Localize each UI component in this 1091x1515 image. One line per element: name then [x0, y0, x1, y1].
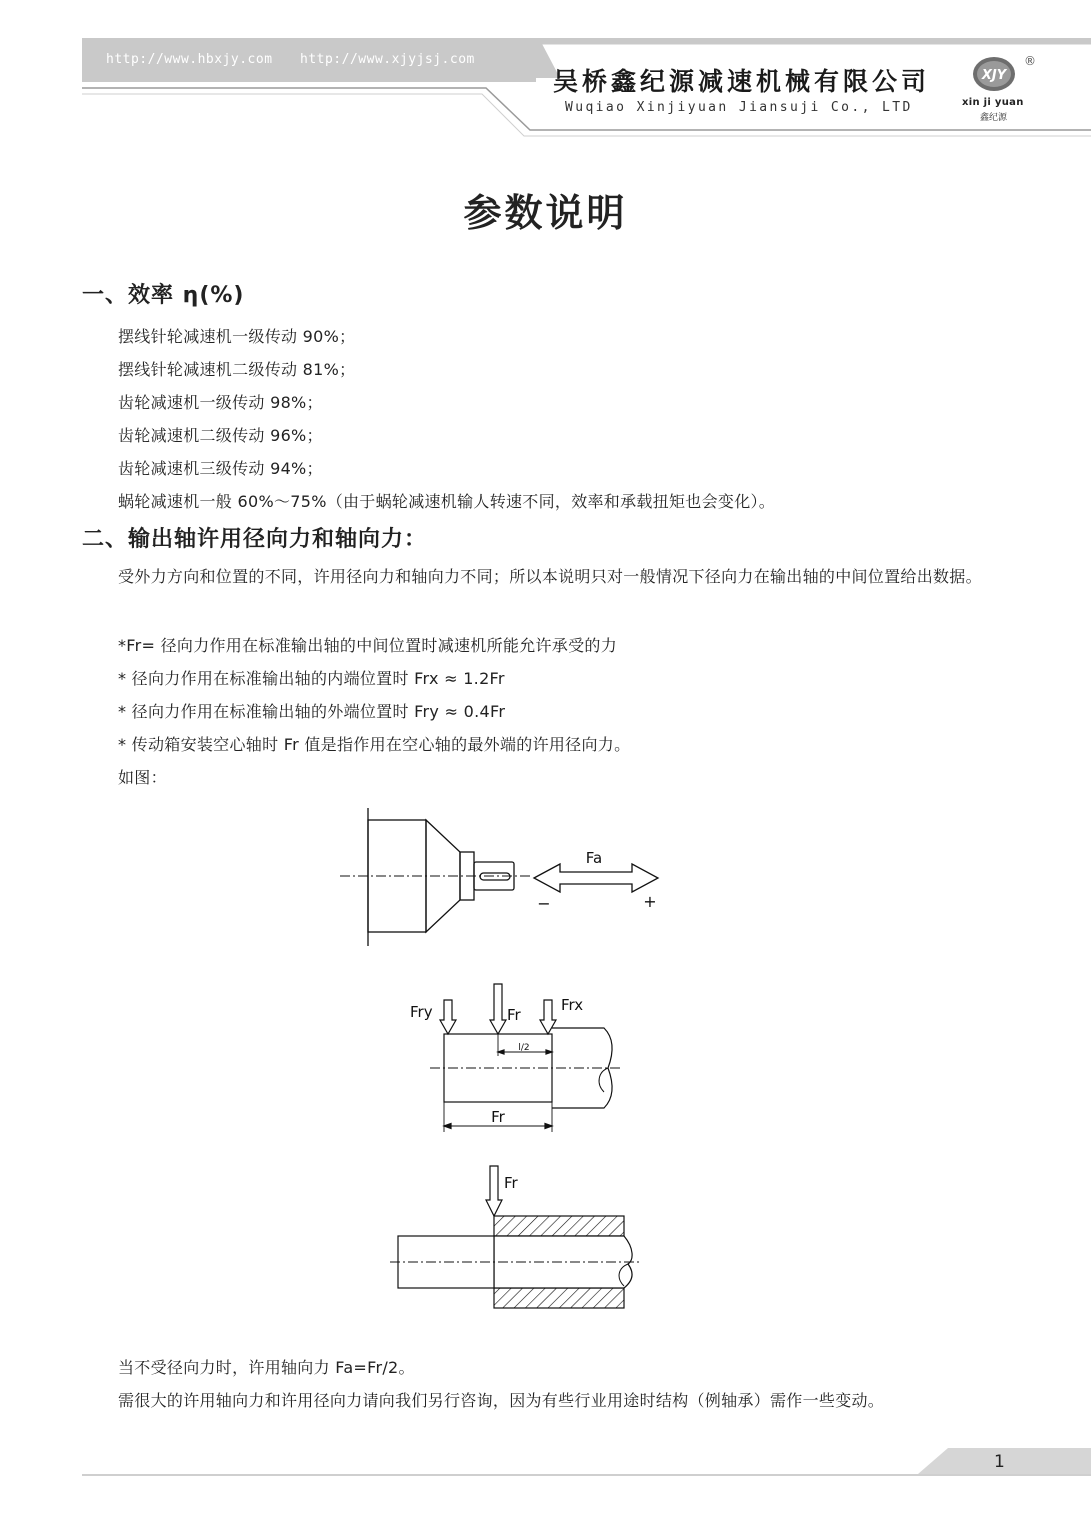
label-plus: +	[643, 892, 657, 911]
header-url-1[interactable]: http://www.hbxjy.com	[106, 52, 273, 67]
diagram-axial-force	[330, 800, 690, 960]
company-logo	[972, 56, 1016, 92]
label-fr: Fr	[504, 1174, 518, 1192]
note-line: * 径向力作用在标准输出轴的外端位置时 Fry ≈ 0.4Fr	[118, 702, 506, 721]
note-line: *Fr= 径向力作用在标准输出轴的中间位置时减速机所能允许承受的力	[118, 636, 618, 655]
footer-line	[82, 1474, 1091, 1476]
note-line: * 传动箱安装空心轴时 Fr 值是指作用在空心轴的最外端的许用径向力。	[118, 735, 631, 754]
efficiency-item: 齿轮减速机三级传动 94%；	[118, 459, 323, 478]
logo-text: XJY	[981, 68, 1007, 83]
section-1-heading: 一、效率 η(%)	[82, 283, 245, 308]
efficiency-item: 摆线针轮减速机二级传动 81%；	[118, 360, 356, 379]
efficiency-item: 齿轮减速机二级传动 96%；	[118, 426, 323, 445]
note-line: * 径向力作用在标准输出轴的内端位置时 Frx ≈ 1.2Fr	[118, 669, 505, 688]
label-frx: Frx	[561, 996, 584, 1014]
header-url-2[interactable]: http://www.xjyjsj.com	[300, 52, 475, 67]
label-fr: Fr	[507, 1006, 521, 1024]
label-minus: −	[537, 894, 551, 913]
logo-en: xin ji yuan	[962, 97, 1024, 108]
logo-cn: 鑫纪源	[980, 113, 1008, 123]
label-fa: Fa	[585, 849, 603, 867]
company-name-cn: 吴桥鑫纪源减速机械有限公司	[553, 67, 931, 96]
page-title: 参数说明	[463, 191, 628, 235]
label-half-length: l/2	[518, 1043, 530, 1053]
diagram-radial-force-solid-shaft	[400, 980, 630, 1140]
footer-tab	[0, 1440, 1091, 1490]
company-name-en: Wuqiao Xinjiyuan Jiansuji Co., LTD	[565, 100, 913, 115]
efficiency-item: 摆线针轮减速机一级传动 90%；	[118, 327, 356, 346]
registered-mark: ®	[1024, 54, 1036, 68]
efficiency-item: 齿轮减速机一级传动 98%；	[118, 393, 323, 412]
section-2-heading: 二、输出轴许用径向力和轴向力：	[82, 527, 428, 552]
diagram-radial-force-hollow-shaft	[390, 1160, 650, 1320]
label-fr-bottom: Fr	[491, 1108, 505, 1126]
label-fry: Fry	[410, 1003, 433, 1021]
closing-line: 当不受径向力时，许用轴向力 Fa=Fr/2。	[118, 1358, 415, 1377]
figure-label: 如图：	[118, 768, 167, 787]
closing-line: 需很大的许用轴向力和许用径向力请向我们另行咨询，因为有些行业用途时结构（例轴承）需作一些变动。	[118, 1391, 885, 1410]
section-2-intro: 受外力方向和位置的不同，许用径向力和轴向力不同；所以本说明只对一般情况下径向力在输出轴的中间位置给出数据。	[118, 567, 982, 586]
efficiency-item: 蜗轮减速机一般 60%～75%（由于蜗轮减速机输人转速不同，效率和承载扭矩也会变化）。	[118, 492, 776, 511]
page-number: 1	[994, 1452, 1005, 1472]
